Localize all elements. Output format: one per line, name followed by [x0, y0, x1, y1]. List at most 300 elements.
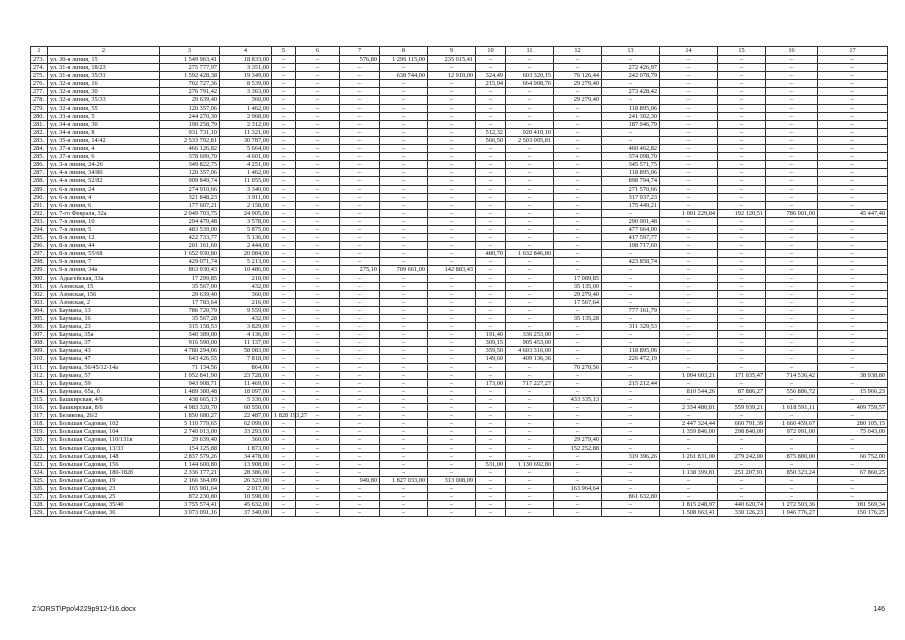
- value-cell: –: [766, 64, 818, 72]
- value-cell: –: [718, 161, 766, 169]
- row-number: 277.: [31, 88, 48, 96]
- value-cell: 664 908,76: [506, 80, 554, 88]
- address-cell: ул. Адыгейская, 33а: [48, 274, 160, 282]
- value-cell: –: [660, 412, 718, 420]
- value-cell: –: [380, 395, 428, 403]
- value-cell: –: [428, 428, 476, 436]
- value-cell: –: [296, 339, 340, 347]
- value-cell: –: [818, 298, 888, 306]
- value-cell: –: [660, 161, 718, 169]
- value-cell: –: [428, 112, 476, 120]
- value-cell: –: [718, 104, 766, 112]
- value-cell: 466 126,82: [160, 145, 220, 153]
- value-cell: 777 161,79: [602, 306, 660, 314]
- value-cell: 29 279,40: [554, 80, 602, 88]
- value-cell: –: [272, 258, 296, 266]
- value-cell: –: [296, 355, 340, 363]
- value-cell: 187 946,79: [602, 120, 660, 128]
- table-row: [31, 193, 888, 201]
- value-cell: –: [296, 315, 340, 323]
- value-cell: –: [766, 193, 818, 201]
- table-row: [31, 355, 888, 363]
- value-cell: 165 981,64: [160, 484, 220, 492]
- value-cell: 872 230,80: [160, 493, 220, 501]
- value-cell: –: [296, 509, 340, 517]
- value-cell: –: [272, 250, 296, 258]
- value-cell: –: [296, 363, 340, 371]
- row-number: 281.: [31, 120, 48, 128]
- value-cell: –: [272, 153, 296, 161]
- row-number: 297.: [31, 250, 48, 258]
- value-cell: –: [660, 258, 718, 266]
- row-number: 302.: [31, 290, 48, 298]
- table-row: [31, 88, 888, 96]
- row-number: 322.: [31, 452, 48, 460]
- value-cell: –: [602, 136, 660, 144]
- value-cell: 5 875,00: [220, 225, 272, 233]
- column-header-4: 4: [220, 47, 272, 56]
- value-cell: –: [340, 468, 380, 476]
- value-cell: 34 478,00: [220, 452, 272, 460]
- value-cell: –: [718, 96, 766, 104]
- value-cell: –: [272, 484, 296, 492]
- value-cell: 210,00: [220, 274, 272, 282]
- value-cell: –: [660, 217, 718, 225]
- value-cell: 349 822,75: [160, 161, 220, 169]
- value-cell: –: [660, 484, 718, 492]
- address-cell: ул. Баумана, 47: [48, 355, 160, 363]
- value-cell: –: [660, 315, 718, 323]
- address-cell: ул. 37-я линия, 4: [48, 145, 160, 153]
- value-cell: 76 126,44: [554, 72, 602, 80]
- value-cell: 4 251,00: [220, 161, 272, 169]
- value-cell: –: [272, 185, 296, 193]
- value-cell: 154 125,88: [160, 444, 220, 452]
- value-cell: –: [660, 493, 718, 501]
- address-cell: ул. Большая Садовая, 36: [48, 509, 160, 517]
- value-cell: –: [340, 128, 380, 136]
- value-cell: –: [272, 371, 296, 379]
- value-cell: –: [506, 145, 554, 153]
- value-cell: 181 569,34: [818, 501, 888, 509]
- value-cell: –: [506, 201, 554, 209]
- value-cell: –: [506, 266, 554, 274]
- value-cell: 149,60: [476, 355, 506, 363]
- value-cell: –: [660, 193, 718, 201]
- value-cell: –: [506, 420, 554, 428]
- value-cell: –: [340, 436, 380, 444]
- value-cell: 786 720,79: [160, 306, 220, 314]
- value-cell: –: [818, 460, 888, 468]
- value-cell: –: [766, 185, 818, 193]
- value-cell: –: [506, 501, 554, 509]
- value-cell: –: [554, 120, 602, 128]
- row-number: 284.: [31, 145, 48, 153]
- value-cell: –: [428, 484, 476, 492]
- value-cell: –: [660, 169, 718, 177]
- value-cell: –: [718, 436, 766, 444]
- value-cell: –: [766, 339, 818, 347]
- value-cell: 29 639,40: [160, 96, 220, 104]
- table-row: [31, 96, 888, 104]
- value-cell: –: [428, 274, 476, 282]
- value-cell: –: [660, 128, 718, 136]
- row-number: 325.: [31, 476, 48, 484]
- value-cell: –: [506, 56, 554, 64]
- address-cell: ул. 37-я линия, 6: [48, 153, 160, 161]
- table-row: [31, 347, 888, 355]
- address-cell: ул. 9-я линия, 34а: [48, 266, 160, 274]
- value-cell: –: [340, 80, 380, 88]
- row-number: 328.: [31, 501, 48, 509]
- value-cell: –: [380, 169, 428, 177]
- value-cell: –: [476, 234, 506, 242]
- value-cell: –: [340, 72, 380, 80]
- value-cell: –: [272, 428, 296, 436]
- value-cell: 949,80: [340, 476, 380, 484]
- value-cell: –: [380, 347, 428, 355]
- value-cell: –: [272, 501, 296, 509]
- value-cell: –: [766, 145, 818, 153]
- value-cell: 864,00: [220, 363, 272, 371]
- value-cell: –: [476, 444, 506, 452]
- value-cell: –: [766, 460, 818, 468]
- value-cell: 603 320,15: [506, 72, 554, 80]
- value-cell: –: [602, 250, 660, 258]
- value-cell: –: [766, 80, 818, 88]
- value-cell: –: [506, 444, 554, 452]
- value-cell: –: [766, 476, 818, 484]
- value-cell: 972 991,00: [766, 428, 818, 436]
- table-row: [31, 169, 888, 177]
- value-cell: –: [718, 331, 766, 339]
- value-cell: –: [718, 193, 766, 201]
- value-cell: –: [818, 225, 888, 233]
- value-cell: –: [296, 452, 340, 460]
- value-cell: –: [380, 428, 428, 436]
- value-cell: 235 015,41: [428, 56, 476, 64]
- value-cell: –: [660, 306, 718, 314]
- value-cell: –: [296, 161, 340, 169]
- value-cell: –: [554, 339, 602, 347]
- value-cell: –: [766, 315, 818, 323]
- value-cell: –: [602, 128, 660, 136]
- value-cell: 75 043,00: [818, 428, 888, 436]
- address-cell: ул. 4-я линия, 52/82: [48, 177, 160, 185]
- value-cell: –: [340, 258, 380, 266]
- row-number: 293.: [31, 217, 48, 225]
- row-number: 279.: [31, 104, 48, 112]
- value-cell: 60 550,00: [220, 404, 272, 412]
- value-cell: –: [272, 193, 296, 201]
- table-row: [31, 234, 888, 242]
- value-cell: –: [428, 250, 476, 258]
- value-cell: 10 598,00: [220, 493, 272, 501]
- value-cell: –: [340, 379, 380, 387]
- value-cell: 2 312,00: [220, 120, 272, 128]
- address-cell: ул. 8-я линия, 12: [48, 234, 160, 242]
- value-cell: 321 848,23: [160, 193, 220, 201]
- value-cell: –: [340, 363, 380, 371]
- table-row: [31, 452, 888, 460]
- value-cell: –: [428, 96, 476, 104]
- address-cell: ул. Большая Садовая, 156: [48, 460, 160, 468]
- value-cell: –: [476, 493, 506, 501]
- value-cell: –: [476, 395, 506, 403]
- value-cell: –: [554, 355, 602, 363]
- value-cell: –: [660, 72, 718, 80]
- value-cell: –: [272, 493, 296, 501]
- value-cell: –: [340, 104, 380, 112]
- row-number: 315.: [31, 395, 48, 403]
- value-cell: –: [554, 225, 602, 233]
- value-cell: –: [428, 355, 476, 363]
- value-cell: –: [476, 274, 506, 282]
- value-cell: –: [272, 460, 296, 468]
- value-cell: 1 873,00: [220, 444, 272, 452]
- value-cell: –: [818, 177, 888, 185]
- value-cell: –: [718, 225, 766, 233]
- value-cell: 943 908,71: [160, 379, 220, 387]
- row-number: 310.: [31, 355, 48, 363]
- value-cell: 429 071,74: [160, 258, 220, 266]
- value-cell: –: [766, 347, 818, 355]
- table-body: [31, 56, 888, 517]
- value-cell: –: [506, 225, 554, 233]
- value-cell: –: [506, 234, 554, 242]
- value-cell: –: [554, 169, 602, 177]
- value-cell: –: [818, 72, 888, 80]
- value-cell: –: [476, 484, 506, 492]
- value-cell: –: [340, 501, 380, 509]
- value-cell: –: [428, 347, 476, 355]
- value-cell: –: [380, 145, 428, 153]
- row-number: 320.: [31, 436, 48, 444]
- value-cell: 273 428,42: [602, 88, 660, 96]
- row-number: 327.: [31, 493, 48, 501]
- value-cell: –: [602, 209, 660, 217]
- address-cell: ул. Большая Садовая, 25: [48, 493, 160, 501]
- value-cell: 4 983 320,70: [160, 404, 220, 412]
- address-cell: ул. Баумана, 37: [48, 339, 160, 347]
- value-cell: 215,94: [476, 80, 506, 88]
- value-cell: 313 008,09: [428, 476, 476, 484]
- value-cell: –: [766, 395, 818, 403]
- value-cell: –: [380, 120, 428, 128]
- value-cell: 643 426,55: [160, 355, 220, 363]
- value-cell: 1 138 399,81: [660, 468, 718, 476]
- value-cell: –: [718, 242, 766, 250]
- value-cell: –: [766, 201, 818, 209]
- value-cell: –: [660, 153, 718, 161]
- value-cell: 1 827 033,00: [380, 476, 428, 484]
- value-cell: –: [380, 306, 428, 314]
- value-cell: –: [428, 395, 476, 403]
- row-number: 318.: [31, 420, 48, 428]
- value-cell: 191,40: [476, 331, 506, 339]
- value-cell: –: [818, 136, 888, 144]
- value-cell: –: [476, 282, 506, 290]
- value-cell: –: [272, 387, 296, 395]
- row-number: 275.: [31, 72, 48, 80]
- value-cell: –: [660, 298, 718, 306]
- value-cell: –: [340, 395, 380, 403]
- value-cell: –: [554, 193, 602, 201]
- value-cell: –: [818, 145, 888, 153]
- value-cell: 4 601,00: [220, 153, 272, 161]
- value-cell: –: [718, 266, 766, 274]
- value-cell: –: [296, 250, 340, 258]
- value-cell: –: [818, 242, 888, 250]
- address-cell: ул. Большая Садовая, 19: [48, 476, 160, 484]
- value-cell: –: [660, 104, 718, 112]
- value-cell: 173,00: [476, 379, 506, 387]
- value-cell: –: [602, 436, 660, 444]
- row-number: 301.: [31, 282, 48, 290]
- row-number: 314.: [31, 387, 48, 395]
- value-cell: –: [506, 452, 554, 460]
- value-cell: –: [272, 363, 296, 371]
- column-header-10: 10: [476, 47, 506, 56]
- value-cell: 1 272 503,36: [766, 501, 818, 509]
- value-cell: –: [340, 290, 380, 298]
- value-cell: –: [272, 72, 296, 80]
- value-cell: –: [660, 379, 718, 387]
- value-cell: –: [476, 468, 506, 476]
- value-cell: –: [766, 282, 818, 290]
- value-cell: –: [476, 56, 506, 64]
- value-cell: –: [554, 217, 602, 225]
- column-header-11: 11: [506, 47, 554, 56]
- value-cell: –: [272, 420, 296, 428]
- value-cell: –: [272, 347, 296, 355]
- value-cell: –: [380, 217, 428, 225]
- table-row: [31, 209, 888, 217]
- column-header-8: 8: [380, 47, 428, 56]
- value-cell: 24 905,00: [220, 209, 272, 217]
- value-cell: –: [602, 290, 660, 298]
- table-row: [31, 153, 888, 161]
- value-cell: –: [428, 379, 476, 387]
- value-cell: 26 323,00: [220, 476, 272, 484]
- value-cell: –: [428, 323, 476, 331]
- value-cell: –: [340, 242, 380, 250]
- value-cell: –: [766, 217, 818, 225]
- value-cell: –: [554, 242, 602, 250]
- value-cell: 2 444,00: [220, 242, 272, 250]
- value-cell: –: [554, 493, 602, 501]
- value-cell: 10 486,00: [220, 266, 272, 274]
- value-cell: –: [506, 412, 554, 420]
- value-cell: –: [272, 56, 296, 64]
- value-cell: –: [380, 452, 428, 460]
- value-cell: –: [818, 355, 888, 363]
- value-cell: –: [340, 120, 380, 128]
- value-cell: –: [554, 266, 602, 274]
- address-cell: ул. 7-я линия, 5: [48, 225, 160, 233]
- value-cell: –: [602, 96, 660, 104]
- value-cell: –: [340, 493, 380, 501]
- value-cell: 5 213,00: [220, 258, 272, 266]
- value-cell: –: [506, 282, 554, 290]
- row-number: 276.: [31, 80, 48, 88]
- value-cell: –: [476, 193, 506, 201]
- value-cell: –: [296, 484, 340, 492]
- value-cell: –: [296, 145, 340, 153]
- value-cell: –: [340, 112, 380, 120]
- value-cell: 3 363,00: [220, 88, 272, 96]
- value-cell: –: [296, 379, 340, 387]
- value-cell: –: [428, 88, 476, 96]
- value-cell: –: [506, 112, 554, 120]
- value-cell: –: [476, 217, 506, 225]
- value-cell: 2 503 005,81: [506, 136, 554, 144]
- value-cell: 38 938,80: [818, 371, 888, 379]
- value-cell: –: [428, 315, 476, 323]
- value-cell: –: [428, 306, 476, 314]
- value-cell: –: [296, 436, 340, 444]
- value-cell: –: [818, 96, 888, 104]
- value-cell: –: [380, 371, 428, 379]
- value-cell: 11 137,00: [220, 339, 272, 347]
- value-cell: –: [506, 64, 554, 72]
- value-cell: –: [340, 452, 380, 460]
- value-cell: –: [296, 331, 340, 339]
- value-cell: –: [506, 371, 554, 379]
- value-cell: –: [660, 120, 718, 128]
- value-cell: –: [340, 169, 380, 177]
- value-cell: –: [476, 323, 506, 331]
- value-cell: 5 110 779,65: [160, 420, 220, 428]
- value-cell: 12 910,00: [428, 72, 476, 80]
- value-cell: –: [718, 128, 766, 136]
- value-cell: –: [272, 339, 296, 347]
- row-number: 313.: [31, 379, 48, 387]
- value-cell: –: [506, 217, 554, 225]
- value-cell: –: [818, 266, 888, 274]
- value-cell: 359,50: [476, 347, 506, 355]
- value-cell: 3 073 091,16: [160, 509, 220, 517]
- value-cell: –: [554, 177, 602, 185]
- value-cell: –: [766, 412, 818, 420]
- value-cell: 360,00: [220, 290, 272, 298]
- value-cell: –: [476, 315, 506, 323]
- value-cell: –: [428, 153, 476, 161]
- value-cell: 378 699,70: [160, 153, 220, 161]
- value-cell: –: [660, 242, 718, 250]
- value-cell: 810 544,26: [660, 387, 718, 395]
- value-cell: –: [660, 201, 718, 209]
- value-cell: –: [660, 363, 718, 371]
- value-cell: –: [476, 258, 506, 266]
- value-cell: –: [476, 363, 506, 371]
- value-cell: 850 323,24: [766, 468, 818, 476]
- table-row: [31, 387, 888, 395]
- table-row: [31, 444, 888, 452]
- value-cell: –: [380, 412, 428, 420]
- value-cell: 120 357,06: [160, 169, 220, 177]
- value-cell: –: [476, 509, 506, 517]
- value-cell: –: [476, 88, 506, 96]
- value-cell: 1 952 841,90: [160, 371, 220, 379]
- value-cell: –: [340, 282, 380, 290]
- value-cell: –: [340, 234, 380, 242]
- address-cell: ул. 4-я линия, 34/80: [48, 169, 160, 177]
- address-cell: ул. 31-я линия, 35/31: [48, 72, 160, 80]
- value-cell: –: [818, 436, 888, 444]
- value-cell: –: [272, 96, 296, 104]
- value-cell: –: [272, 161, 296, 169]
